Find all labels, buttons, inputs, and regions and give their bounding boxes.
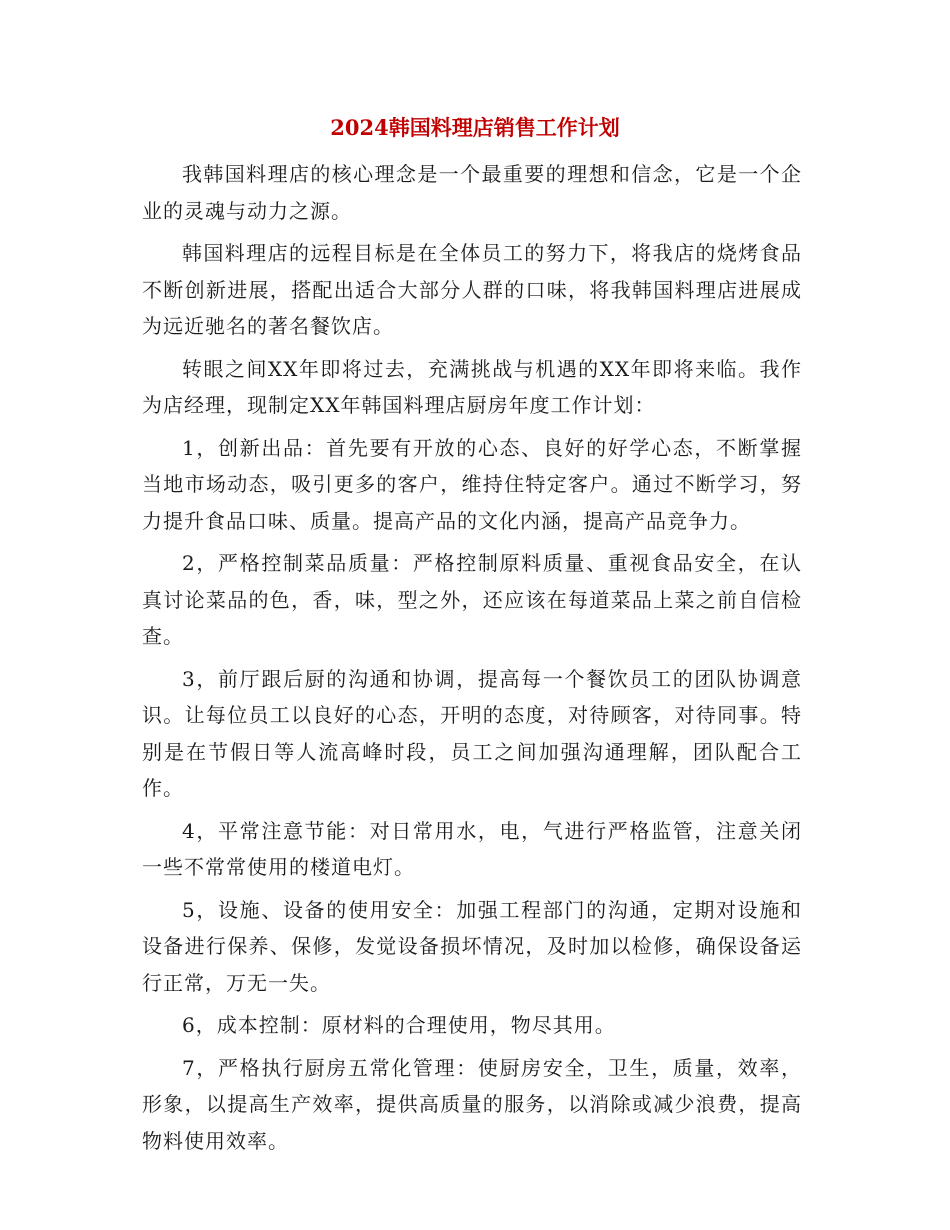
paragraph-core-concept: 我韩国料理店的核心理念是一个最重要的理想和信念，它是一个企业的灵魂与动力之源。 xyxy=(142,162,802,223)
document-title: 2024韩国料理店销售工作计划 xyxy=(330,115,620,140)
document-body xyxy=(142,156,802,1165)
paragraph-item-4-energy-saving: 4，平常注意节能：对日常用水，电，气进行严格监管，注意关闭一些不常常使用的楼道电灯。 xyxy=(142,818,802,879)
paragraph-item-7-management: 7，严格执行厨房五常化管理：使厨房安全，卫生，质量，效率，形象，以提高生产效率，提供高质量的服务，以消除或减少浪费，提高物料使用效率。 xyxy=(142,1055,802,1153)
paragraph-item-2-quality: 2，严格控制菜品质量：严格控制原料质量、重视食品安全，在认真讨论菜品的色，香，味，型之外，还应该在每道菜品上菜之前自信检查。 xyxy=(142,551,802,648)
paragraph-item-1-innovation: 1，创新出品：首先要有开放的心态、良好的好学心态，不断掌握当地市场动态，吸引更多的客户，维持住特定客户。通过不断学习，努力提升食品口味、质量。提高产品的文化内涵，提高产品竞争力。 xyxy=(142,435,802,533)
paragraph-long-term-goal: 韩国料理店的远程目标是在全体员工的努力下，将我店的烧烤食品不断创新进展，搭配出适合大部分人群的口味，将我韩国料理店进展成为远近驰名的著名餐饮店。 xyxy=(142,241,802,338)
paragraph-introduction: 转眼之间XX年即将过去，充满挑战与机遇的XX年即将来临。我作为店经理，现制定XX年韩国料理店厨房年度工作计划： xyxy=(142,356,802,417)
paragraph-item-6-cost-control: 6，成本控制：原材料的合理使用，物尽其用。 xyxy=(182,1013,616,1037)
paragraph-item-5-equipment-safety: 5，设施、设备的使用安全：加强工程部门的沟通，定期对设施和设备进行保养、保修，发觉设备损坏情况，及时加以检修，确保设备运行正常，万无一失。 xyxy=(142,897,802,995)
paragraph-item-3-communication: 3，前厅跟后厨的沟通和协调，提高每一个餐饮员工的团队协调意识。让每位员工以良好的心态，开明的态度，对待顾客，对待同事。特别是在节假日等人流高峰时段，员工之间加强沟通理解，团队配合工作。 xyxy=(142,666,802,800)
